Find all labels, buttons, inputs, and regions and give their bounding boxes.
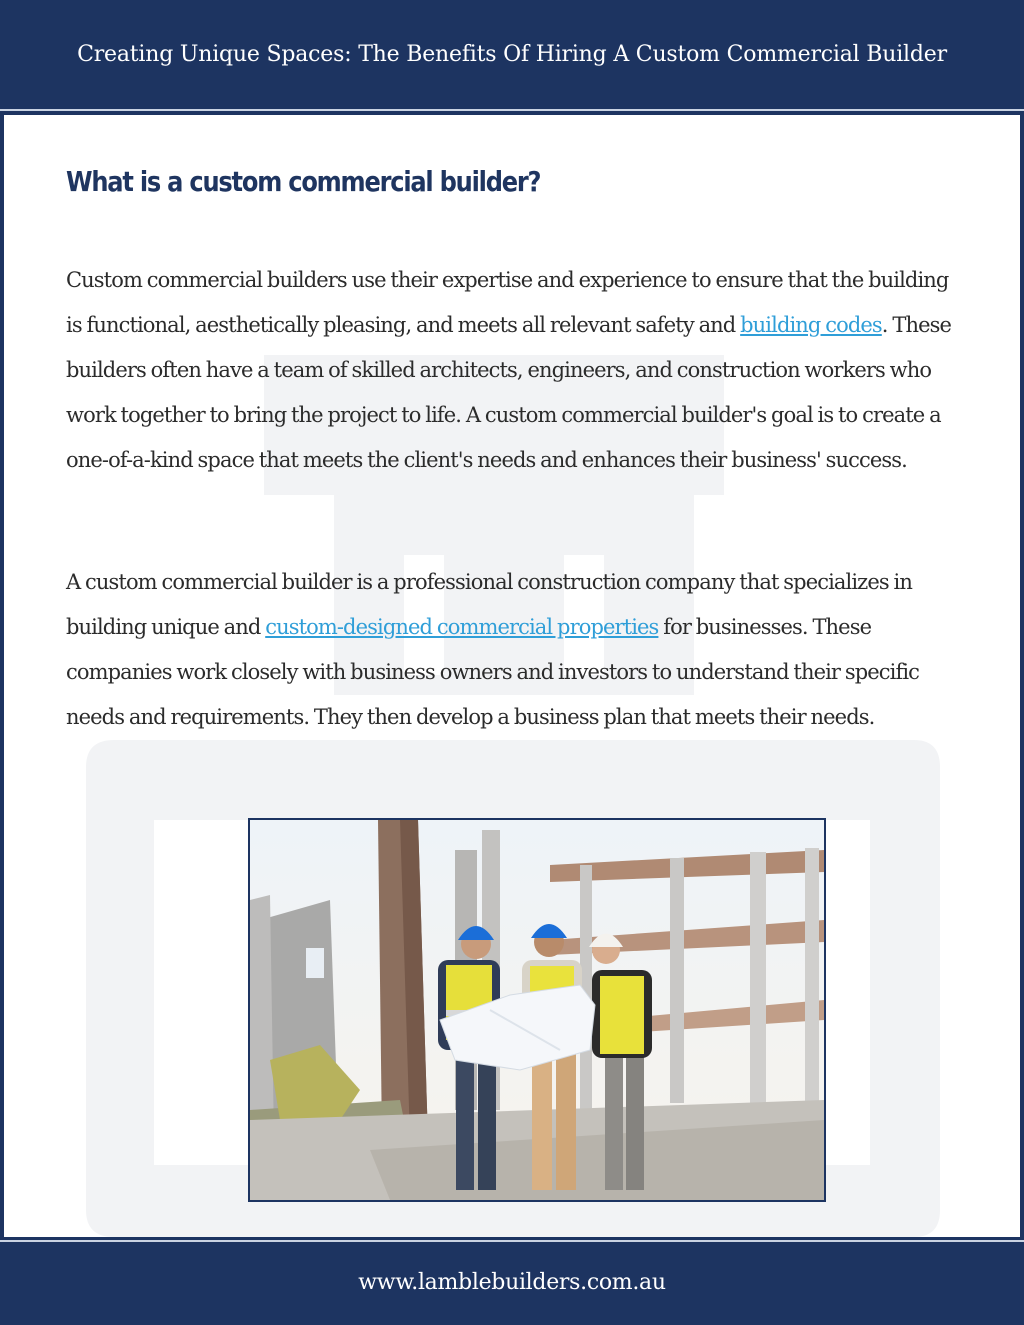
page-header <box>0 0 1024 111</box>
section-heading: What is a custom commercial builder? <box>66 165 541 198</box>
building-codes-link[interactable]: building codes <box>740 313 882 337</box>
paragraph-1 <box>66 258 956 483</box>
paragraph-2 <box>66 560 956 740</box>
paragraph-2-text-end: for businesses. These companies work closely with business owners and investors to understand their specific needs and requirements. They then develop a business plan that meets their needs. <box>66 615 920 729</box>
construction-workers-illustration <box>250 820 824 1200</box>
page-footer <box>0 1240 1024 1325</box>
paragraph-1-text: Custom commercial builders use their expertise and experience to ensure that the building is functional, aesthetically pleasing, and meets all relevant safety and <box>66 268 949 337</box>
document-title: Creating Unique Spaces: The Benefits Of Hiring A Custom Commercial Builder <box>77 42 947 67</box>
custom-properties-link[interactable]: custom-designed commercial properties <box>265 615 659 639</box>
website-url[interactable]: www.lamblebuilders.com.au <box>358 1270 666 1295</box>
construction-site-photo <box>248 818 826 1202</box>
paragraph-1-text-end: . These builders often have a team of skilled architects, engineers, and construction workers who work together to bring the project to life. A custom commercial builder's goal is to create a one-of-a-kind space that meets the client's needs and enhances their business' success. <box>66 313 952 472</box>
paragraph-2-text: A custom commercial builder is a professional construction company that specializes in building unique and <box>66 570 912 639</box>
page-content <box>4 115 1020 1237</box>
